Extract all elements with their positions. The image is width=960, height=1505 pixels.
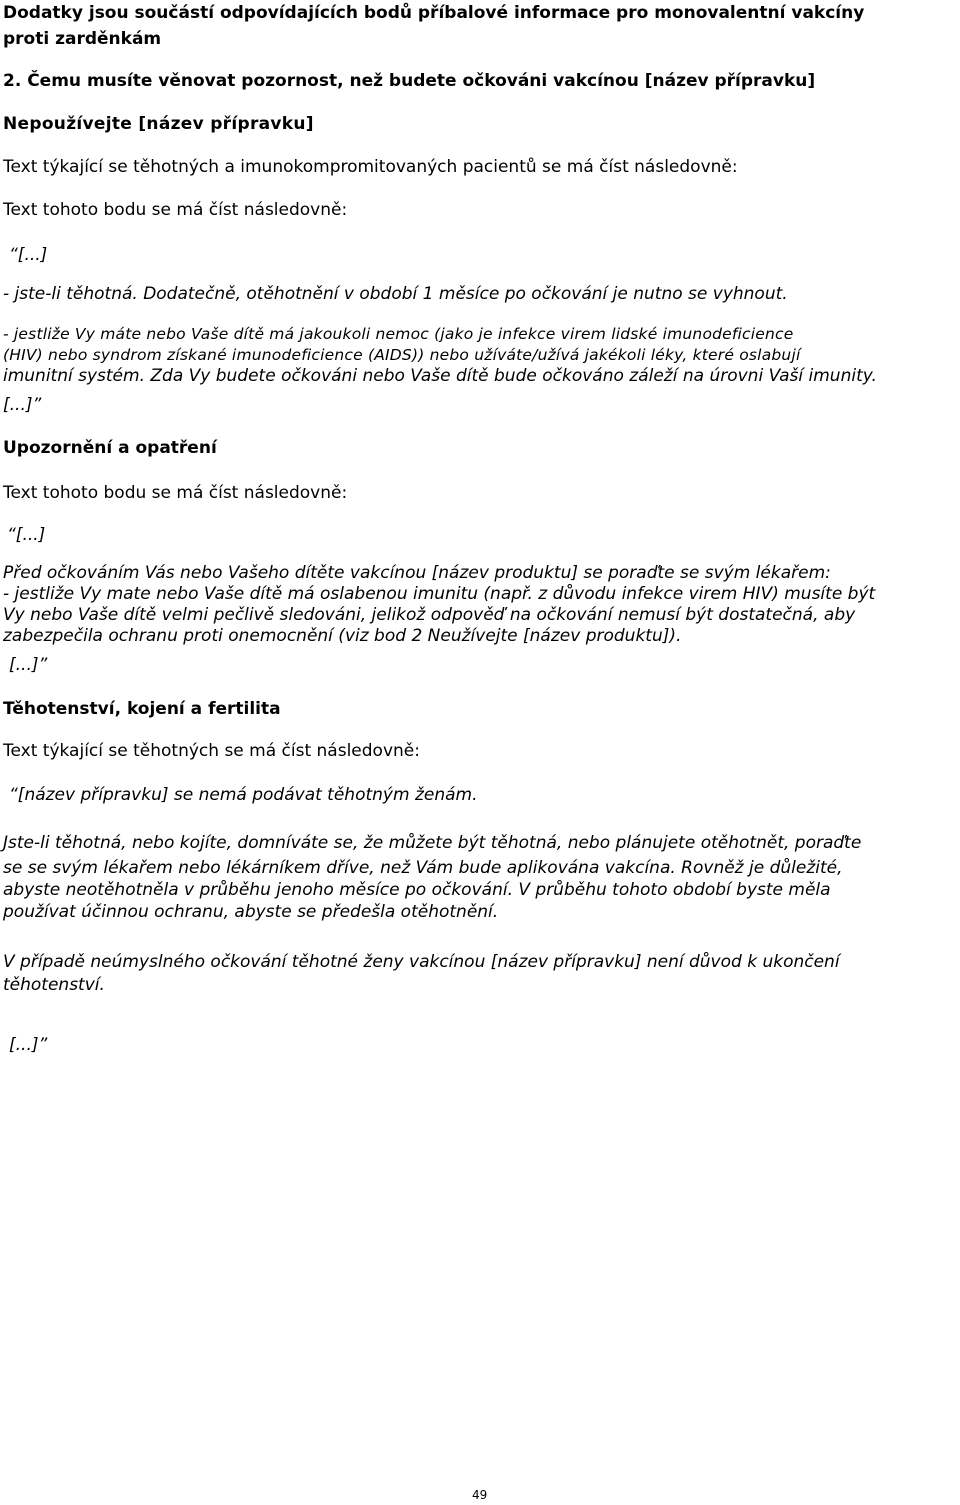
pregnancy-heading: Těhotenství, kojení a fertilita <box>3 699 281 719</box>
quote-open-1: “[...] <box>9 245 48 265</box>
quote-close-1: [...]” <box>3 395 42 415</box>
read-as-instruction-2: Text tohoto bodu se má číst následovně: <box>3 483 348 503</box>
pregnancy-para-1-line-2: se se svým lékařem nebo lékárníkem dříve, než Vám bude aplikována vakcína. Rovněž je důležité, <box>3 858 843 878</box>
warnings-text-line-4: zabezpečila ochranu proti onemocnění (viz bod 2 Neužívejte [název produktu]). <box>3 626 682 646</box>
pregnancy-para-1-line-4: používat účinnou ochranu, abyste se předešla otěhotnění. <box>3 902 499 922</box>
pregnancy-para-2-line-2: těhotenství. <box>3 975 105 995</box>
pregnancy-para-2-line-1: V případě neúmyslného očkování těhotné ženy vakcínou [název přípravku] není důvod k ukončení <box>3 952 840 972</box>
warnings-text-line-3: Vy nebo Vaše dítě velmi pečlivě sledováni, jelikož odpověď na očkování nemusí být dostatečná, aby <box>3 605 856 625</box>
read-as-instruction-1: Text tohoto bodu se má číst následovně: <box>3 200 348 220</box>
nepouzivejte-heading: Nepoužívejte [název přípravku] <box>3 114 314 134</box>
item-illness-line-1: - jestliže Vy máte nebo Vaše dítě má jakoukoli nemoc (jako je infekce virem lidské imunodeficience <box>3 325 794 343</box>
warnings-text-line-2: - jestliže Vy mate nebo Vaše dítě má oslabenou imunitu (např. z důvodu infekce virem HIV) musíte být <box>3 584 876 604</box>
item-illness-line-3: imunitní systém. Zda Vy budete očkováni nebo Vaše dítě bude očkováno záleží na úrovni Vaší imunity. <box>3 366 877 386</box>
quote-open-2: “[...] <box>7 525 46 545</box>
intro-text: Text týkající se těhotných a imunokompromitovaných pacientů se má číst následovně: <box>3 157 738 177</box>
page-number: 49 <box>472 1488 488 1502</box>
pregnancy-para-1-line-1: Jste-li těhotná, nebo kojíte, domníváte se, že můžete být těhotná, nebo plánujete otěhotnět, poraďte <box>3 833 862 853</box>
quote-close-3: [...]” <box>9 1035 48 1055</box>
title-line-2: proti zarděnkám <box>3 29 162 49</box>
item-illness-line-2: (HIV) nebo syndrom získané imunodeficience (AIDS)) nebo užíváte/užívá jakékoli léky, které oslabují <box>3 346 801 364</box>
pregnancy-intro: Text týkající se těhotných se má číst následovně: <box>3 741 420 761</box>
section-2-heading: 2. Čemu musíte věnovat pozornost, než budete očkováni vakcínou [název přípravku] <box>3 71 816 91</box>
quote-close-2: [...]” <box>9 655 48 675</box>
pregnancy-para-1-line-3: abyste neotěhotněla v průběhu jenoho měsíce po očkování. V průběhu tohoto období byste měla <box>3 880 831 900</box>
item-pregnant: - jste-li těhotná. Dodatečně, otěhotnění v období 1 měsíce po očkování je nutno se vyhnout. <box>3 284 788 304</box>
pregnancy-quote: “[název přípravku] se nemá podávat těhotným ženám. <box>9 785 478 805</box>
warnings-heading: Upozornění a opatření <box>3 438 217 458</box>
warnings-text-line-1: Před očkováním Vás nebo Vašeho dítěte vakcínou [název produktu] se poraďte se svým lékařem: <box>3 563 831 583</box>
title-line-1: Dodatky jsou součástí odpovídajících bodů příbalové informace pro monovalentní vakcíny <box>3 3 865 23</box>
